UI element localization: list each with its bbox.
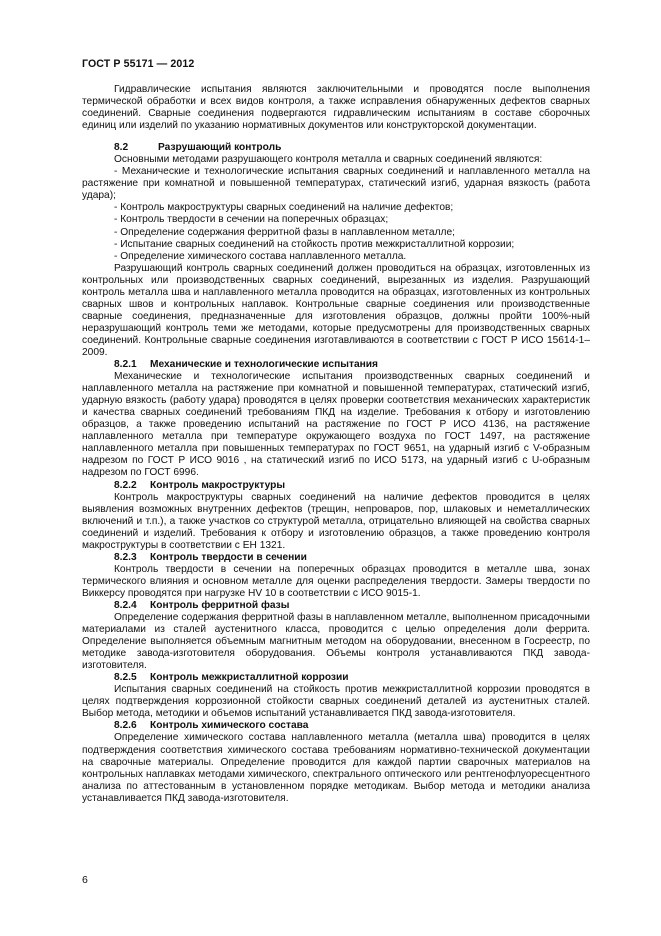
- subsection-heading-8-2-6: [82, 720, 590, 732]
- subsection-title: Контроль химического состава: [150, 720, 309, 732]
- list-item: - Определение содержания ферритной фазы в наплавленном металле;: [114, 226, 455, 238]
- section-number: 8.2: [114, 142, 129, 154]
- subsection-number: 8.2.6: [114, 720, 137, 732]
- subsection-number: 8.2.5: [114, 672, 137, 684]
- subsection-number: 8.2.1: [114, 359, 137, 371]
- subsection-heading-8-2-1: [82, 359, 590, 371]
- document-body: [82, 84, 590, 805]
- section-paragraph: Разрушающий контроль сварных соединений должен проводиться на образцах, изготовленных из контрольных или производственных сварных соединений, вырезанных из изделия. Разрушающий контроль металла шва и наплавленного металла проводится на образцах, изготовленных из контрольных сварных швов и контрольных наплавок. Контрольные сварные соединения или производственные сварные соединения, предназначенные для изготовления образцов, должны пройти 100%-ный неразрушающий контроль теми же методами, которые предусмотрены для производственных сварных соединений. Контрольные сварные соединения изготавливаются в соответствии с ГОСТ Р ИСО 15614-1–2009.: [82, 262, 590, 358]
- subsection-text: Механические и технологические испытания производственных сварных соединений и наплавленного металла на растяжение при комнатной и повышенной температурах, статический изгиб, ударную вязкость (работу удара) проводятся в целях проверки соответствия механических характеристик и качества сварных соединений требованиям ПКД на изделие. Требования к отбору и изготовлению образцов, а также проведению испытаний на растяжение по ГОСТ Р ИСО 4136, на растяжение наплавленного металла при температуре окружающего воздуха по ГОСТ 1497, на растяжение наплавленного металла при повышенных температурах по ГОСТ 9651, на ударный изгиб с V-образным надрезом по ГОСТ Р ИСО 9016 , на статический изгиб по ИСО 5173, на ударный изгиб с U-образным надрезом по ГОСТ 6996.: [82, 371, 590, 479]
- subsection-text: Определение содержания ферритной фазы в наплавленном металле, выполненном присадочными материалами из сталей аустенитного класса, проводится с целью определения доли феррита. Определение выполняется объемным магнитным методом на оборудовании, внесенном в Госреестр, по методике завода-изготовителя оборудования. Объемы контроля устанавливаются ПКД завода-изготовителя.: [82, 612, 590, 672]
- subsection-title: Контроль межкристаллитной коррозии: [150, 672, 349, 684]
- methods-list: [82, 166, 590, 262]
- subsection-text: Контроль макроструктуры сварных соединений на наличие дефектов проводится в целях выявления возможных внутренних дефектов (трещин, непроваров, пор, шлаковых и неметаллических включений и т.п.), а также участков со структурой металла, отрицательно влияющей на свойства сварных соединений и изделий. Требования к отбору и изготовлению образцов, а также проведению контроля макроструктуры в соответствии с ЕН 1321.: [82, 491, 590, 551]
- subsection-number: 8.2.4: [114, 599, 137, 611]
- intro-paragraph: Гидравлические испытания являются заключительными и проводятся после выполнения термической обработки и всех видов контроля, а также исправления обнаруженных дефектов сварных соединений. Сварные соединения подвергаются гидравлическим испытаниям в составе сборочных единиц или изделий по указанию нормативных документов или конструкторской документации.: [82, 84, 590, 132]
- subsection-title: Контроль твердости в сечении: [150, 551, 307, 563]
- page-number: 6: [82, 874, 88, 886]
- subsection-heading-8-2-2: [82, 480, 590, 492]
- subsection-text: Определение химического состава наплавленного металла (металла шва) проводится в целях подтверждения соответствия химического состава требованиям нормативно-технической документации на сварочные материалы. Определение проводится для каждой партии сварочных материалов на контрольных наплавках методами химического, спектрального оптического или рентгенофлуоресцентного анализа по аттестованным в установленном порядке методикам. Выбор метода и методики анализа устанавливается ПКД завода-изготовителя.: [82, 732, 590, 804]
- list-item: - Контроль твердости в сечении на поперечных образцах;: [114, 214, 389, 226]
- subsection-heading-8-2-4: [82, 600, 590, 612]
- list-item: - Испытание сварных соединений на стойкость против межкристаллитной коррозии;: [114, 238, 515, 250]
- subsection-number: 8.2.3: [114, 551, 137, 563]
- subsection-text: Контроль твердости в сечении на поперечных образцах проводится в металле шва, зонах термического влияния и основном металле для оценки распределения твердости. Замеры твердости по Виккерсу проводятся при нагрузке HV 10 в соответствии с ИСО 9015-1.: [82, 563, 590, 599]
- section-title: Разрушающий контроль: [158, 142, 282, 154]
- subsection-title: Контроль ферритной фазы: [150, 599, 290, 611]
- list-item: - Механические и технологические испытания сварных соединений и наплавленного металла на растяжение при комнатной и повышенной температурах, статический изгиб, ударная вязкость (работа удара);: [82, 166, 590, 202]
- section-lead: Основными методами разрушающего контроля металла и сварных соединений являются:: [114, 154, 543, 166]
- subsection-title: Механические и технологические испытания: [150, 359, 378, 371]
- section-gap: [82, 132, 590, 142]
- section-heading-8-2: [82, 142, 590, 154]
- subsection-heading-8-2-3: [82, 552, 590, 564]
- subsection-heading-8-2-5: [82, 672, 590, 684]
- list-item: - Контроль макроструктуры сварных соединений на наличие дефектов;: [114, 202, 454, 214]
- subsection-title: Контроль макроструктуры: [150, 479, 286, 491]
- subsection-number: 8.2.2: [114, 479, 137, 491]
- list-item: - Определение химического состава наплавленного металла.: [114, 250, 407, 262]
- document-header: ГОСТ Р 55171 — 2012: [82, 58, 195, 70]
- subsection-text: Испытания сварных соединений на стойкость против межкристаллитной коррозии проводятся в целях подтверждения коррозионной стойкости сварных соединений деталей из аустенитных сталей. Выбор метода, методики и объемов испытаний устанавливается ПКД завода-изготовителя.: [82, 684, 590, 720]
